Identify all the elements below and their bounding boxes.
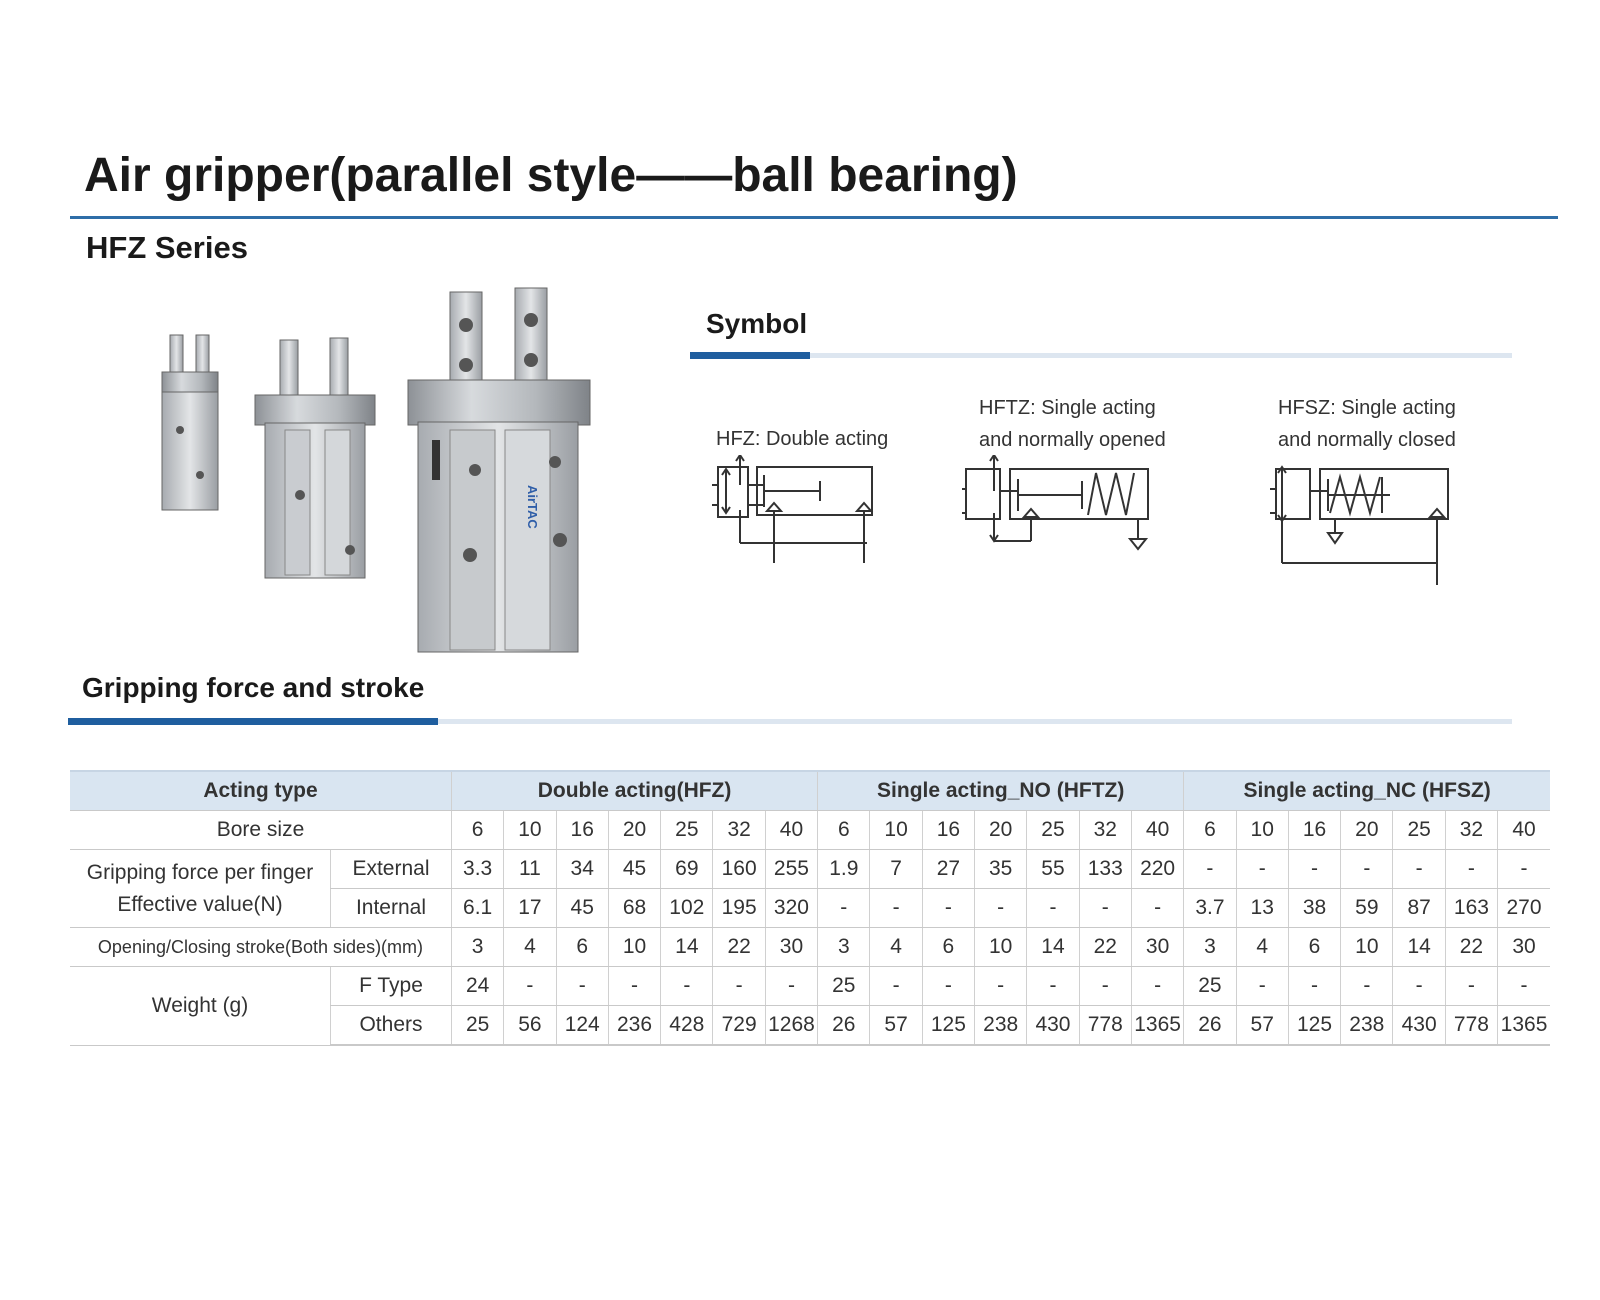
others-cell: 238: [975, 1006, 1027, 1046]
gripping-bar-dark: [68, 718, 438, 725]
bore-cell: 25: [661, 811, 713, 850]
bore-cell: 20: [975, 811, 1027, 850]
external-cell: 220: [1131, 850, 1183, 889]
ftype-cell: -: [1393, 967, 1445, 1006]
external-label: External: [330, 850, 451, 889]
bore-cell: 32: [1079, 811, 1131, 850]
internal-cell: 102: [661, 889, 713, 928]
others-cell: 236: [608, 1006, 660, 1046]
ftype-cell: -: [504, 967, 556, 1006]
stroke-cell: 3: [1184, 928, 1236, 967]
others-cell: 125: [1288, 1006, 1340, 1046]
stroke-cell: 4: [870, 928, 922, 967]
gripper-medium: [255, 338, 375, 578]
stroke-cell: 3: [818, 928, 870, 967]
stroke-cell: 14: [1393, 928, 1445, 967]
bore-cell: 25: [1027, 811, 1079, 850]
bore-cell: 16: [922, 811, 974, 850]
internal-label: Internal: [330, 889, 451, 928]
others-cell: 57: [870, 1006, 922, 1046]
others-cell: 729: [713, 1006, 765, 1046]
external-cell: 34: [556, 850, 608, 889]
others-cell: 778: [1445, 1006, 1497, 1046]
others-cell: 430: [1027, 1006, 1079, 1046]
symbol-hfsz-label: HFSZ: Single acting and normally closed: [1278, 397, 1456, 451]
stroke-cell: 10: [975, 928, 1027, 967]
external-cell: 45: [608, 850, 660, 889]
external-cell: -: [1498, 850, 1550, 889]
others-cell: 56: [504, 1006, 556, 1046]
stroke-cell: 10: [1341, 928, 1393, 967]
external-cell: 7: [870, 850, 922, 889]
ftype-cell: -: [1131, 967, 1183, 1006]
stroke-cell: 14: [1027, 928, 1079, 967]
others-cell: 778: [1079, 1006, 1131, 1046]
bore-cell: 6: [818, 811, 870, 850]
ftype-cell: -: [1288, 967, 1340, 1006]
symbol-heading: Symbol: [706, 308, 808, 339]
internal-cell: 6.1: [451, 889, 503, 928]
ftype-cell: -: [765, 967, 817, 1006]
group-header-hfsz: Single acting_NC (HFSZ): [1184, 771, 1550, 811]
bore-cell: 10: [870, 811, 922, 850]
ftype-cell: -: [1445, 967, 1497, 1006]
others-cell: 430: [1393, 1006, 1445, 1046]
bore-cell: 10: [504, 811, 556, 850]
ftype-cell: -: [1498, 967, 1550, 1006]
others-cell: 26: [1184, 1006, 1236, 1046]
bore-cell: 16: [556, 811, 608, 850]
stroke-cell: 4: [1236, 928, 1288, 967]
others-cell: 25: [451, 1006, 503, 1046]
internal-cell: 163: [1445, 889, 1497, 928]
stroke-cell: 30: [1498, 928, 1550, 967]
force-label: Gripping force per finger Effective value(N): [70, 850, 330, 928]
table-row-ftype: [70, 967, 1550, 1006]
internal-cell: 68: [608, 889, 660, 928]
internal-cell: 45: [556, 889, 608, 928]
internal-cell: 3.7: [1184, 889, 1236, 928]
group-header-hftz: Single acting_NO (HFTZ): [818, 771, 1184, 811]
series-subtitle: HFZ Series: [86, 230, 248, 265]
stroke-cell: 10: [608, 928, 660, 967]
symbol-bar-dark: [690, 352, 810, 359]
others-cell: 1365: [1131, 1006, 1183, 1046]
stroke-cell: 4: [504, 928, 556, 967]
others-label: Others: [330, 1006, 451, 1046]
ftype-cell: 24: [451, 967, 503, 1006]
stroke-cell: 22: [713, 928, 765, 967]
bore-cell: 32: [713, 811, 765, 850]
stroke-cell: 30: [765, 928, 817, 967]
ftype-cell: -: [1027, 967, 1079, 1006]
brand-mark: AirTAC: [525, 485, 540, 529]
stroke-label: Opening/Closing stroke(Both sides)(mm): [70, 928, 451, 967]
bore-cell: 10: [1236, 811, 1288, 850]
others-cell: 57: [1236, 1006, 1288, 1046]
ftype-cell: -: [922, 967, 974, 1006]
group-header-hfz: Double acting(HFZ): [451, 771, 817, 811]
hfz-symbol-diagram: [712, 455, 892, 570]
symbol-hfz-label: HFZ: Double acting: [716, 428, 889, 450]
stroke-cell: 3: [451, 928, 503, 967]
hftz-symbol-diagram: [962, 455, 1162, 565]
external-cell: 11: [504, 850, 556, 889]
product-photo: [150, 280, 610, 670]
stroke-cell: 6: [922, 928, 974, 967]
ftype-label: F Type: [330, 967, 451, 1006]
bore-cell: 20: [608, 811, 660, 850]
acting-type-header: Acting type: [70, 771, 451, 811]
symbol-bar-light: [810, 353, 1512, 358]
internal-cell: -: [1079, 889, 1131, 928]
ftype-cell: -: [556, 967, 608, 1006]
table-row-external: [70, 850, 1550, 889]
page-title: Air gripper(parallel style——ball bearing): [84, 149, 1018, 202]
internal-cell: 13: [1236, 889, 1288, 928]
table-header-row: [70, 771, 1550, 811]
external-cell: 133: [1079, 850, 1131, 889]
table-row-bore: [70, 811, 1550, 850]
ftype-cell: 25: [1184, 967, 1236, 1006]
ftype-cell: 25: [818, 967, 870, 1006]
external-cell: -: [1393, 850, 1445, 889]
table-row-stroke: [70, 928, 1550, 967]
spec-table: [70, 770, 1550, 1046]
symbol-hftz-label: HFTZ: Single acting and normally opened: [979, 397, 1166, 451]
external-cell: 35: [975, 850, 1027, 889]
external-cell: 55: [1027, 850, 1079, 889]
internal-cell: -: [922, 889, 974, 928]
ftype-cell: -: [661, 967, 713, 1006]
external-cell: -: [1184, 850, 1236, 889]
hfsz-symbol-diagram: [1270, 455, 1470, 590]
gripper-small: [162, 335, 218, 510]
ftype-cell: -: [608, 967, 660, 1006]
internal-cell: -: [975, 889, 1027, 928]
ftype-cell: -: [870, 967, 922, 1006]
ftype-cell: -: [1236, 967, 1288, 1006]
bore-label: Bore size: [70, 811, 451, 850]
weight-label: Weight (g): [70, 967, 330, 1046]
external-cell: 27: [922, 850, 974, 889]
others-cell: 125: [922, 1006, 974, 1046]
title-rule: [70, 216, 1558, 219]
internal-cell: 17: [504, 889, 556, 928]
external-cell: 1.9: [818, 850, 870, 889]
bore-cell: 16: [1288, 811, 1340, 850]
bore-cell: 40: [1498, 811, 1550, 850]
external-cell: 3.3: [451, 850, 503, 889]
external-cell: -: [1236, 850, 1288, 889]
stroke-cell: 6: [1288, 928, 1340, 967]
others-cell: 1268: [765, 1006, 817, 1046]
gripping-bar-light: [438, 719, 1512, 724]
ftype-cell: -: [975, 967, 1027, 1006]
ftype-cell: -: [1079, 967, 1131, 1006]
external-cell: -: [1445, 850, 1497, 889]
stroke-cell: 22: [1445, 928, 1497, 967]
external-cell: -: [1288, 850, 1340, 889]
others-cell: 26: [818, 1006, 870, 1046]
internal-cell: -: [818, 889, 870, 928]
internal-cell: 59: [1341, 889, 1393, 928]
bore-cell: 6: [451, 811, 503, 850]
internal-cell: -: [1027, 889, 1079, 928]
stroke-cell: 30: [1131, 928, 1183, 967]
internal-cell: 270: [1498, 889, 1550, 928]
external-cell: 69: [661, 850, 713, 889]
internal-cell: -: [1131, 889, 1183, 928]
ftype-cell: -: [1341, 967, 1393, 1006]
gripper-large: [408, 288, 590, 652]
external-cell: -: [1341, 850, 1393, 889]
bore-cell: 40: [1131, 811, 1183, 850]
external-cell: 160: [713, 850, 765, 889]
others-cell: 124: [556, 1006, 608, 1046]
bore-cell: 20: [1341, 811, 1393, 850]
others-cell: 238: [1341, 1006, 1393, 1046]
stroke-cell: 22: [1079, 928, 1131, 967]
internal-cell: 87: [1393, 889, 1445, 928]
others-cell: 1365: [1498, 1006, 1550, 1046]
bore-cell: 32: [1445, 811, 1497, 850]
internal-cell: 195: [713, 889, 765, 928]
ftype-cell: -: [713, 967, 765, 1006]
stroke-cell: 14: [661, 928, 713, 967]
internal-cell: -: [870, 889, 922, 928]
others-cell: 428: [661, 1006, 713, 1046]
internal-cell: 320: [765, 889, 817, 928]
gripping-heading: Gripping force and stroke: [82, 672, 425, 703]
bore-cell: 25: [1393, 811, 1445, 850]
internal-cell: 38: [1288, 889, 1340, 928]
external-cell: 255: [765, 850, 817, 889]
bore-cell: 6: [1184, 811, 1236, 850]
bore-cell: 40: [765, 811, 817, 850]
stroke-cell: 6: [556, 928, 608, 967]
